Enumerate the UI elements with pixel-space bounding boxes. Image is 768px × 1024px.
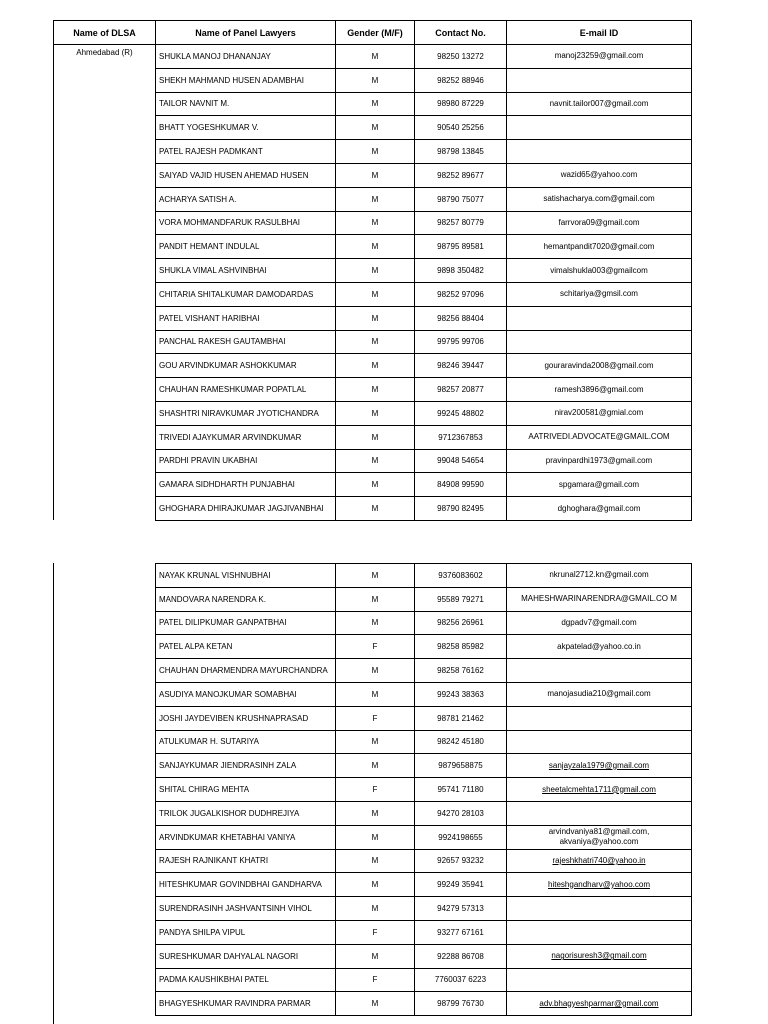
contact-number: 98258 85982 bbox=[415, 635, 507, 659]
contact-number: 9924198655 bbox=[415, 825, 507, 849]
gender: M bbox=[336, 163, 415, 187]
table-row bbox=[156, 968, 692, 992]
contact-number: 99249 35941 bbox=[415, 873, 507, 897]
lawyer-name: MANDOVARA NARENDRA K. bbox=[156, 587, 336, 611]
email-id: AATRIVEDI.ADVOCATE@GMAIL.COM bbox=[507, 425, 692, 449]
table-row bbox=[156, 611, 692, 635]
lawyer-name: SURENDRASINH JASHVANTSINH VIHOL bbox=[156, 897, 336, 921]
gender: M bbox=[336, 944, 415, 968]
lawyer-name: ARVINDKUMAR KHETABHAI VANIYA bbox=[156, 825, 336, 849]
email-id bbox=[507, 992, 692, 1016]
email-id bbox=[507, 754, 692, 778]
table-row bbox=[156, 682, 692, 706]
contact-number: 92657 93232 bbox=[415, 849, 507, 873]
email-text: sheetalcmehta1711@gmail.com bbox=[542, 784, 656, 794]
gender: M bbox=[336, 401, 415, 425]
table-row bbox=[156, 564, 692, 588]
contact-number: 9879658875 bbox=[415, 754, 507, 778]
contact-number: 98790 82495 bbox=[415, 497, 507, 521]
lawyer-name: CHAUHAN DHARMENDRA MAYURCHANDRA bbox=[156, 659, 336, 683]
lawyer-name: SANJAYKUMAR JIENDRASINH ZALA bbox=[156, 754, 336, 778]
contact-number: 99245 48802 bbox=[415, 401, 507, 425]
email-text: akpatelad@yahoo.co.in bbox=[557, 641, 641, 651]
lawyer-name: BHATT YOGESHKUMAR V. bbox=[156, 116, 336, 140]
contact-number: 7760037 6223 bbox=[415, 968, 507, 992]
contact-number: 98799 76730 bbox=[415, 992, 507, 1016]
email-id: navnit.tailor007@gmail.com bbox=[507, 92, 692, 116]
dlsa-column-rule-2 bbox=[53, 563, 54, 1024]
email-id: ramesh3896@gmail.com bbox=[507, 378, 692, 402]
gender: M bbox=[336, 992, 415, 1016]
gender: M bbox=[336, 473, 415, 497]
contact-number: 98252 97096 bbox=[415, 282, 507, 306]
lawyer-name: CHITARIA SHITALKUMAR DAMODARDAS bbox=[156, 282, 336, 306]
email-text: nagorisuresh3@gmail.com bbox=[551, 951, 647, 961]
lawyer-name: PADMA KAUSHIKBHAI PATEL bbox=[156, 968, 336, 992]
email-id bbox=[507, 730, 692, 754]
table-row bbox=[156, 801, 692, 825]
lawyer-name: PATEL VISHANT HARIBHAI bbox=[156, 306, 336, 330]
table-row bbox=[156, 754, 692, 778]
table-row bbox=[156, 825, 692, 849]
gender: M bbox=[336, 873, 415, 897]
email-id: pravinpardhi1973@gmail.com bbox=[507, 449, 692, 473]
email-id bbox=[507, 920, 692, 944]
gender: M bbox=[336, 235, 415, 259]
email-id bbox=[507, 659, 692, 683]
email-id bbox=[507, 140, 692, 164]
email-text: arvindvaniya81@gmail.com, akvaniya@yahoo.com bbox=[548, 827, 650, 847]
email-id bbox=[507, 706, 692, 730]
lawyer-name: SHEKH MAHMAND HUSEN ADAMBHAI bbox=[156, 68, 336, 92]
lawyer-name: ATULKUMAR H. SUTARIYA bbox=[156, 730, 336, 754]
email-id bbox=[507, 849, 692, 873]
email-text: manojasudia210@gmail.com bbox=[547, 689, 651, 699]
email-text: dgpadv7@gmail.com bbox=[561, 617, 637, 627]
email-id bbox=[507, 611, 692, 635]
email-id bbox=[507, 968, 692, 992]
gender: M bbox=[336, 378, 415, 402]
gender: M bbox=[336, 354, 415, 378]
lawyer-name: SURESHKUMAR DAHYALAL NAGORI bbox=[156, 944, 336, 968]
gender: M bbox=[336, 140, 415, 164]
lawyer-name: TAILOR NAVNIT M. bbox=[156, 92, 336, 116]
email-id bbox=[507, 306, 692, 330]
email-id: wazid65@yahoo.com bbox=[507, 163, 692, 187]
gender: M bbox=[336, 425, 415, 449]
contact-number: 98257 20877 bbox=[415, 378, 507, 402]
email-id bbox=[507, 873, 692, 897]
lawyer-name: GHOGHARA DHIRAJKUMAR JAGJIVANBHAI bbox=[156, 497, 336, 521]
email-id bbox=[507, 116, 692, 140]
header-dlsa: Name of DLSA bbox=[54, 21, 156, 45]
contact-number: 94270 28103 bbox=[415, 801, 507, 825]
contact-number: 98250 13272 bbox=[415, 45, 507, 69]
lawyer-name: JOSHI JAYDEVIBEN KRUSHNAPRASAD bbox=[156, 706, 336, 730]
lawyer-name: PATEL RAJESH PADMKANT bbox=[156, 140, 336, 164]
gender: M bbox=[336, 564, 415, 588]
gender: M bbox=[336, 849, 415, 873]
contact-number: 98252 89677 bbox=[415, 163, 507, 187]
lawyer-name: SHITAL CHIRAG MEHTA bbox=[156, 778, 336, 802]
lawyer-name: PANCHAL RAKESH GAUTAMBHAI bbox=[156, 330, 336, 354]
gender: M bbox=[336, 282, 415, 306]
contact-number: 98258 76162 bbox=[415, 659, 507, 683]
email-id bbox=[507, 682, 692, 706]
gender: M bbox=[336, 449, 415, 473]
table-row bbox=[156, 706, 692, 730]
dlsa-name: Ahmedabad (R) bbox=[54, 45, 156, 521]
contact-number: 98781 21462 bbox=[415, 706, 507, 730]
contact-number: 9376083602 bbox=[415, 564, 507, 588]
contact-number: 9712367853 bbox=[415, 425, 507, 449]
gender: M bbox=[336, 825, 415, 849]
gender: F bbox=[336, 706, 415, 730]
contact-number: 98246 39447 bbox=[415, 354, 507, 378]
contact-number: 84908 99590 bbox=[415, 473, 507, 497]
header-row bbox=[54, 21, 692, 45]
gender: M bbox=[336, 68, 415, 92]
contact-number: 92288 86708 bbox=[415, 944, 507, 968]
email-id bbox=[507, 897, 692, 921]
gender: M bbox=[336, 801, 415, 825]
lawyer-name: TRIVEDI AJAYKUMAR ARVINDKUMAR bbox=[156, 425, 336, 449]
header-gender: Gender (M/F) bbox=[336, 21, 415, 45]
gender: F bbox=[336, 778, 415, 802]
contact-number: 93277 67161 bbox=[415, 920, 507, 944]
lawyer-name: ASUDIYA MANOJKUMAR SOMABHAI bbox=[156, 682, 336, 706]
email-id: farrvora09@gmail.com bbox=[507, 211, 692, 235]
table-row bbox=[156, 587, 692, 611]
contact-number: 98798 13845 bbox=[415, 140, 507, 164]
contact-number: 98980 87229 bbox=[415, 92, 507, 116]
table-row bbox=[156, 849, 692, 873]
gender: M bbox=[336, 730, 415, 754]
lawyer-name: PATEL DILIPKUMAR GANPATBHAI bbox=[156, 611, 336, 635]
email-id: gouraravinda2008@gmail.com bbox=[507, 354, 692, 378]
gender: M bbox=[336, 187, 415, 211]
email-text: rajeshkhatri740@yahoo.in bbox=[552, 855, 646, 865]
table-2 bbox=[155, 563, 692, 1016]
email-id: satishacharya.com@gmail.com bbox=[507, 187, 692, 211]
table-row bbox=[156, 944, 692, 968]
email-id: schitariya@gmsil.com bbox=[507, 282, 692, 306]
gender: M bbox=[336, 211, 415, 235]
contact-number: 98256 26961 bbox=[415, 611, 507, 635]
email-id bbox=[507, 801, 692, 825]
contact-number: 90540 25256 bbox=[415, 116, 507, 140]
gender: M bbox=[336, 116, 415, 140]
contact-number: 98256 88404 bbox=[415, 306, 507, 330]
table-row bbox=[156, 897, 692, 921]
gender: F bbox=[336, 920, 415, 944]
table-row bbox=[156, 635, 692, 659]
email-id: nirav200581@gmial.com bbox=[507, 401, 692, 425]
email-id bbox=[507, 944, 692, 968]
gender: M bbox=[336, 682, 415, 706]
contact-number: 94279 57313 bbox=[415, 897, 507, 921]
contact-number: 95589 79271 bbox=[415, 587, 507, 611]
contact-number: 9898 350482 bbox=[415, 259, 507, 283]
email-id: hemantpandit7020@gmail.com bbox=[507, 235, 692, 259]
lawyer-name: PATEL ALPA KETAN bbox=[156, 635, 336, 659]
email-id: spgamara@gmail.com bbox=[507, 473, 692, 497]
gender: M bbox=[336, 92, 415, 116]
panel-lawyers-table-1 bbox=[53, 20, 691, 521]
email-id bbox=[507, 635, 692, 659]
header-lawyer: Name of Panel Lawyers bbox=[156, 21, 336, 45]
contact-number: 99795 99706 bbox=[415, 330, 507, 354]
panel-lawyers-table-2 bbox=[155, 563, 691, 1016]
table-row bbox=[156, 730, 692, 754]
email-id: dghoghara@gmail.com bbox=[507, 497, 692, 521]
email-id bbox=[507, 330, 692, 354]
header-email: E-mail ID bbox=[507, 21, 692, 45]
gender: M bbox=[336, 306, 415, 330]
gender: M bbox=[336, 330, 415, 354]
lawyer-name: SHUKLA VIMAL ASHVINBHAI bbox=[156, 259, 336, 283]
lawyer-name: CHAUHAN RAMESHKUMAR POPATLAL bbox=[156, 378, 336, 402]
contact-number: 98252 88946 bbox=[415, 68, 507, 92]
email-text: MAHESHWARINARENDRA@GMAIL.CO M bbox=[521, 594, 677, 604]
email-id: manoj23259@gmail.com bbox=[507, 45, 692, 69]
gender: F bbox=[336, 635, 415, 659]
gender: M bbox=[336, 259, 415, 283]
gender: M bbox=[336, 497, 415, 521]
lawyer-name: PARDHI PRAVIN UKABHAI bbox=[156, 449, 336, 473]
lawyer-name: SHASHTRI NIRAVKUMAR JYOTICHANDRA bbox=[156, 401, 336, 425]
gender: M bbox=[336, 587, 415, 611]
email-text: hiteshgandharv@yahoo.com bbox=[548, 879, 650, 889]
email-id bbox=[507, 825, 692, 849]
dlsa-column-rule-1 bbox=[53, 478, 54, 520]
contact-number: 99243 38363 bbox=[415, 682, 507, 706]
contact-number: 98795 89581 bbox=[415, 235, 507, 259]
lawyer-name: NAYAK KRUNAL VISHNUBHAI bbox=[156, 564, 336, 588]
table-row bbox=[156, 778, 692, 802]
email-text: sanjayzala1979@gmail.com bbox=[548, 760, 650, 770]
email-id bbox=[507, 564, 692, 588]
lawyer-name: PANDYA SHILPA VIPUL bbox=[156, 920, 336, 944]
lawyer-name: BHAGYESHKUMAR RAVINDRA PARMAR bbox=[156, 992, 336, 1016]
lawyer-name: TRILOK JUGALKISHOR DUDHREJIYA bbox=[156, 801, 336, 825]
lawyer-name: SAIYAD VAJID HUSEN AHEMAD HUSEN bbox=[156, 163, 336, 187]
contact-number: 98257 80779 bbox=[415, 211, 507, 235]
table-row bbox=[156, 659, 692, 683]
lawyer-name: GOU ARVINDKUMAR ASHOKKUMAR bbox=[156, 354, 336, 378]
contact-number: 99048 54654 bbox=[415, 449, 507, 473]
email-text: nkrunal2712.kn@gmail.com bbox=[549, 570, 649, 580]
contact-number: 98790 75077 bbox=[415, 187, 507, 211]
table-1 bbox=[53, 20, 692, 521]
lawyer-name: ACHARYA SATISH A. bbox=[156, 187, 336, 211]
email-text: adv.bhagyeshparmar@gmail.com bbox=[539, 998, 659, 1008]
lawyer-name: GAMARA SIDHDHARTH PUNJABHAI bbox=[156, 473, 336, 497]
contact-number: 95741 71180 bbox=[415, 778, 507, 802]
email-id bbox=[507, 778, 692, 802]
gender: M bbox=[336, 611, 415, 635]
lawyer-name: PANDIT HEMANT INDULAL bbox=[156, 235, 336, 259]
email-id bbox=[507, 68, 692, 92]
table-row bbox=[54, 45, 692, 69]
table-row bbox=[156, 992, 692, 1016]
gender: M bbox=[336, 897, 415, 921]
gender: M bbox=[336, 659, 415, 683]
email-id: vimalshukla003@gmailcom bbox=[507, 259, 692, 283]
lawyer-name: HITESHKUMAR GOVINDBHAI GANDHARVA bbox=[156, 873, 336, 897]
gender: M bbox=[336, 45, 415, 69]
lawyer-name: SHUKLA MANOJ DHANANJAY bbox=[156, 45, 336, 69]
lawyer-name: VORA MOHMANDFARUK RASULBHAI bbox=[156, 211, 336, 235]
table-row bbox=[156, 873, 692, 897]
contact-number: 98242 45180 bbox=[415, 730, 507, 754]
table-row bbox=[156, 920, 692, 944]
gender: F bbox=[336, 968, 415, 992]
header-contact: Contact No. bbox=[415, 21, 507, 45]
lawyer-name: RAJESH RAJNIKANT KHATRI bbox=[156, 849, 336, 873]
email-id bbox=[507, 587, 692, 611]
gender: M bbox=[336, 754, 415, 778]
